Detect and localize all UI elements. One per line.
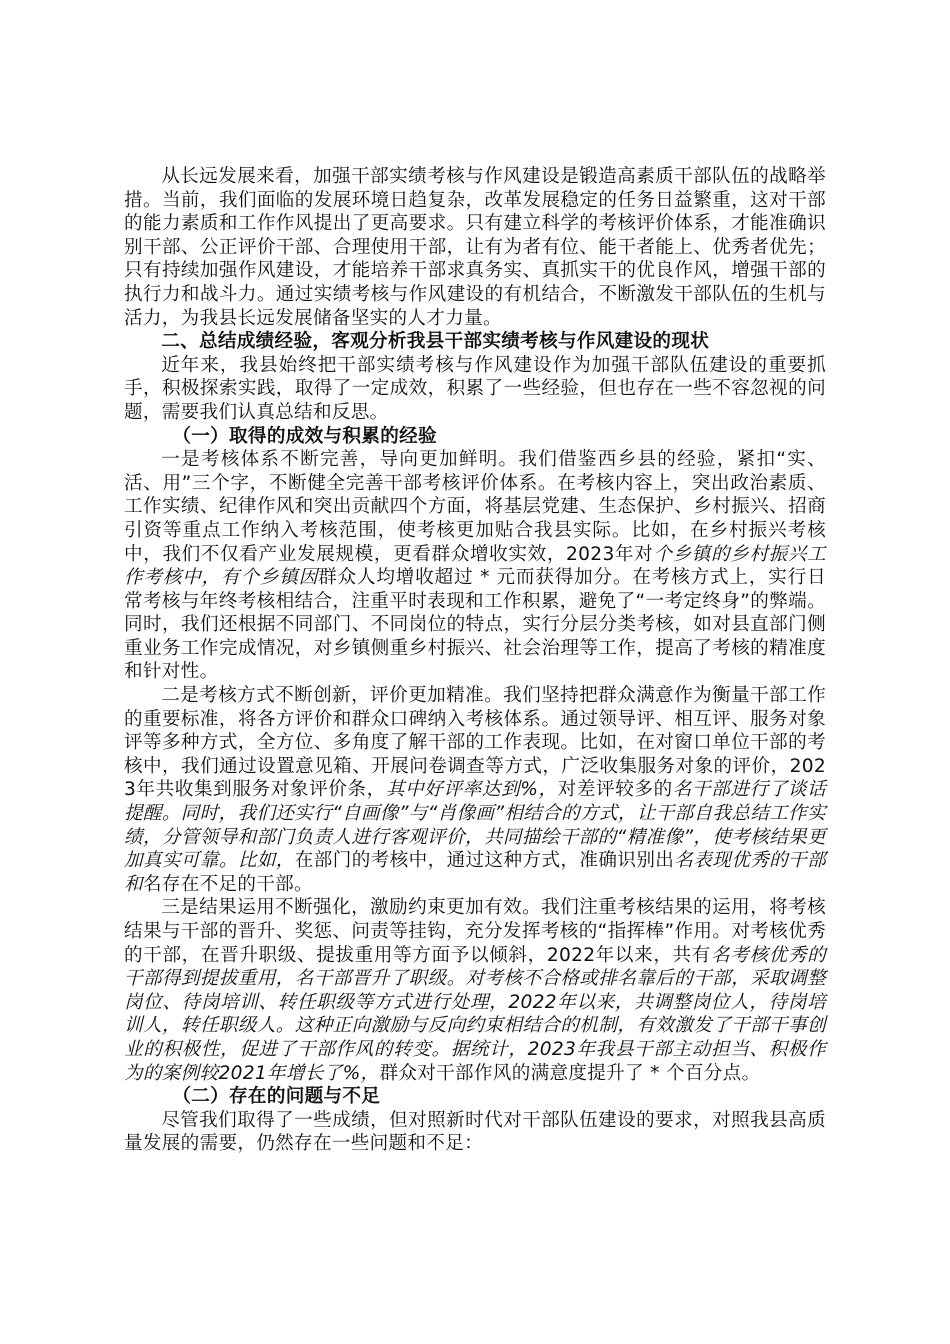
section-heading-2: 二、总结成绩经验，客观分析我县干部实绩考核与作风建设的现状 <box>161 331 710 353</box>
italic-run: 其中好评率达到%， <box>385 779 558 801</box>
subheading-achievements: （一）取得的成效与积累的经验 <box>172 425 437 447</box>
text-run: 群众对干部作风的满意度提升了 * 个百分点。 <box>379 1062 761 1084</box>
italic-run: 个乡镇的乡村振兴工作考核中，有个乡镇因 <box>124 543 826 589</box>
paragraph-long-term-development: 从长远发展来看，加强干部实绩考核与作风建设是锻造高素质干部队伍的战略举措。当前，我们面临的发展环境日趋复杂，改革发展稳定的任务日益繁重，这对干部的能力素质和工作作风提出了更高要求。只有建立科学的考核评价体系，才能准确识别干部、公正评价干部、合理使用干部，让有为者有位、能干者能上、优秀者优先；只有持续加强作风建设，才能培养干部求真务实、真抓实干的优良作风，增强干部的执行力和战斗力。通过实绩考核与作风建设的有机结合，不断激发干部队伍的生机与活力，为我县长远发展储备坚实的人才力量。 <box>124 166 826 329</box>
text-run: 群众人均增收超过 * 元而获得加分。在考核方式上，实行日常考核与年终考核相结合，注重平时表现和工作积累，避免了“一考定终身”的弊端。同时，我们还根据不同部门、不同岗位的特点，实行分层分类考核，如对县直部门侧重业务工作完成情况，对乡镇侧重乡村振兴、社会治理等工作，提高了考核的精准度和针对性。 <box>124 567 826 683</box>
subheading-problems: （二）存在的问题与不足 <box>172 1086 381 1108</box>
text-run: 二是考核方式不断创新，评价更加精准。我们坚持把群众满意作为衡量干部工作的重要标准，将各方评价和群众口碑纳入考核体系。通过领导评、相互评、服务对象评等多种方式，全方位、多角度了解干部的工作表现。比如，在对窗口单位干部的考核中，我们通过设置意见箱、开展问卷调查等方式，广泛收集服务对象的评价，2023年共收集到服务对象评价条， <box>124 685 826 801</box>
document-body <box>124 165 826 1156</box>
text-run: 三是结果运用不断强化，激励约束更加有效。我们注重考核结果的运用，将考核结果与干部的晋升、奖惩、问责等挂钩，充分发挥考核的“指挥棒”作用。对考核优秀的干部，在晋升职级、提拔重用等方面予以倾斜，2022年以来，共有 <box>124 897 826 966</box>
italic-run: 名干部进行了谈话提醒。同时，我们还实行“自画像”与“肖像画”相结合的方式，让干部自我总结工作实绩，分管领导和部门负责人进行客观评价，共同描绘干部的“精准像”，使考核结果更加真实可靠。比如， <box>124 779 827 872</box>
italic-run: 名表现优秀的干部和 <box>124 850 826 895</box>
paragraph-results-application <box>124 896 826 1085</box>
text-run: 名存在不足的干部。 <box>142 873 313 895</box>
text-run: 在部门的考核中，通过这种方式，准确识别出 <box>294 850 675 872</box>
paragraph-problems-intro: 尽管我们取得了一些成绩，但对照新时代对干部队伍建设的要求，对照我县高质量发展的需要，仍然存在一些问题和不足： <box>124 1109 826 1155</box>
paragraph-status-intro: 近年来，我县始终把干部实绩考核与作风建设作为加强干部队伍建设的重要抓手，积极探索实践，取得了一定成效，积累了一些经验，但也存在一些不容忽视的问题，需要我们认真总结和反思。 <box>124 354 826 423</box>
italic-run: 名考核优秀的干部得到提拔重用，名干部晋升了职级。对考核不合格或排名靠后的干部，采取调整岗位、待岗培训、转任职级等方式进行处理，2022年以来，共调整岗位人，待岗培训人，转任职级人。这种正向激励与反向约束相结合的机制，有效激发了干部干事创业的积极性，促进了干部作风的转变。据统计，2023年我县干部主动担当、积极作为的案例较2021年增长了%， <box>124 944 826 1084</box>
paragraph-assessment-methods <box>124 684 826 896</box>
text-run: 一是考核体系不断完善，导向更加鲜明。我们借鉴西乡县的经验，紧扣“实、活、用”三个字，不断健全完善干部考核评价体系。在考核内容上，突出政治素质、工作实绩、纪律作风和突出贡献四个方面，将基层党建、生态保护、乡村振兴、招商引资等重点工作纳入考核范围，使考核更加贴合我县实际。比如，在乡村振兴考核中，我们不仅看产业发展规模，更看群众增收实效，2023年对 <box>124 449 826 565</box>
paragraph-assessment-system <box>124 448 826 684</box>
text-run: 对差评较多的 <box>557 779 673 801</box>
